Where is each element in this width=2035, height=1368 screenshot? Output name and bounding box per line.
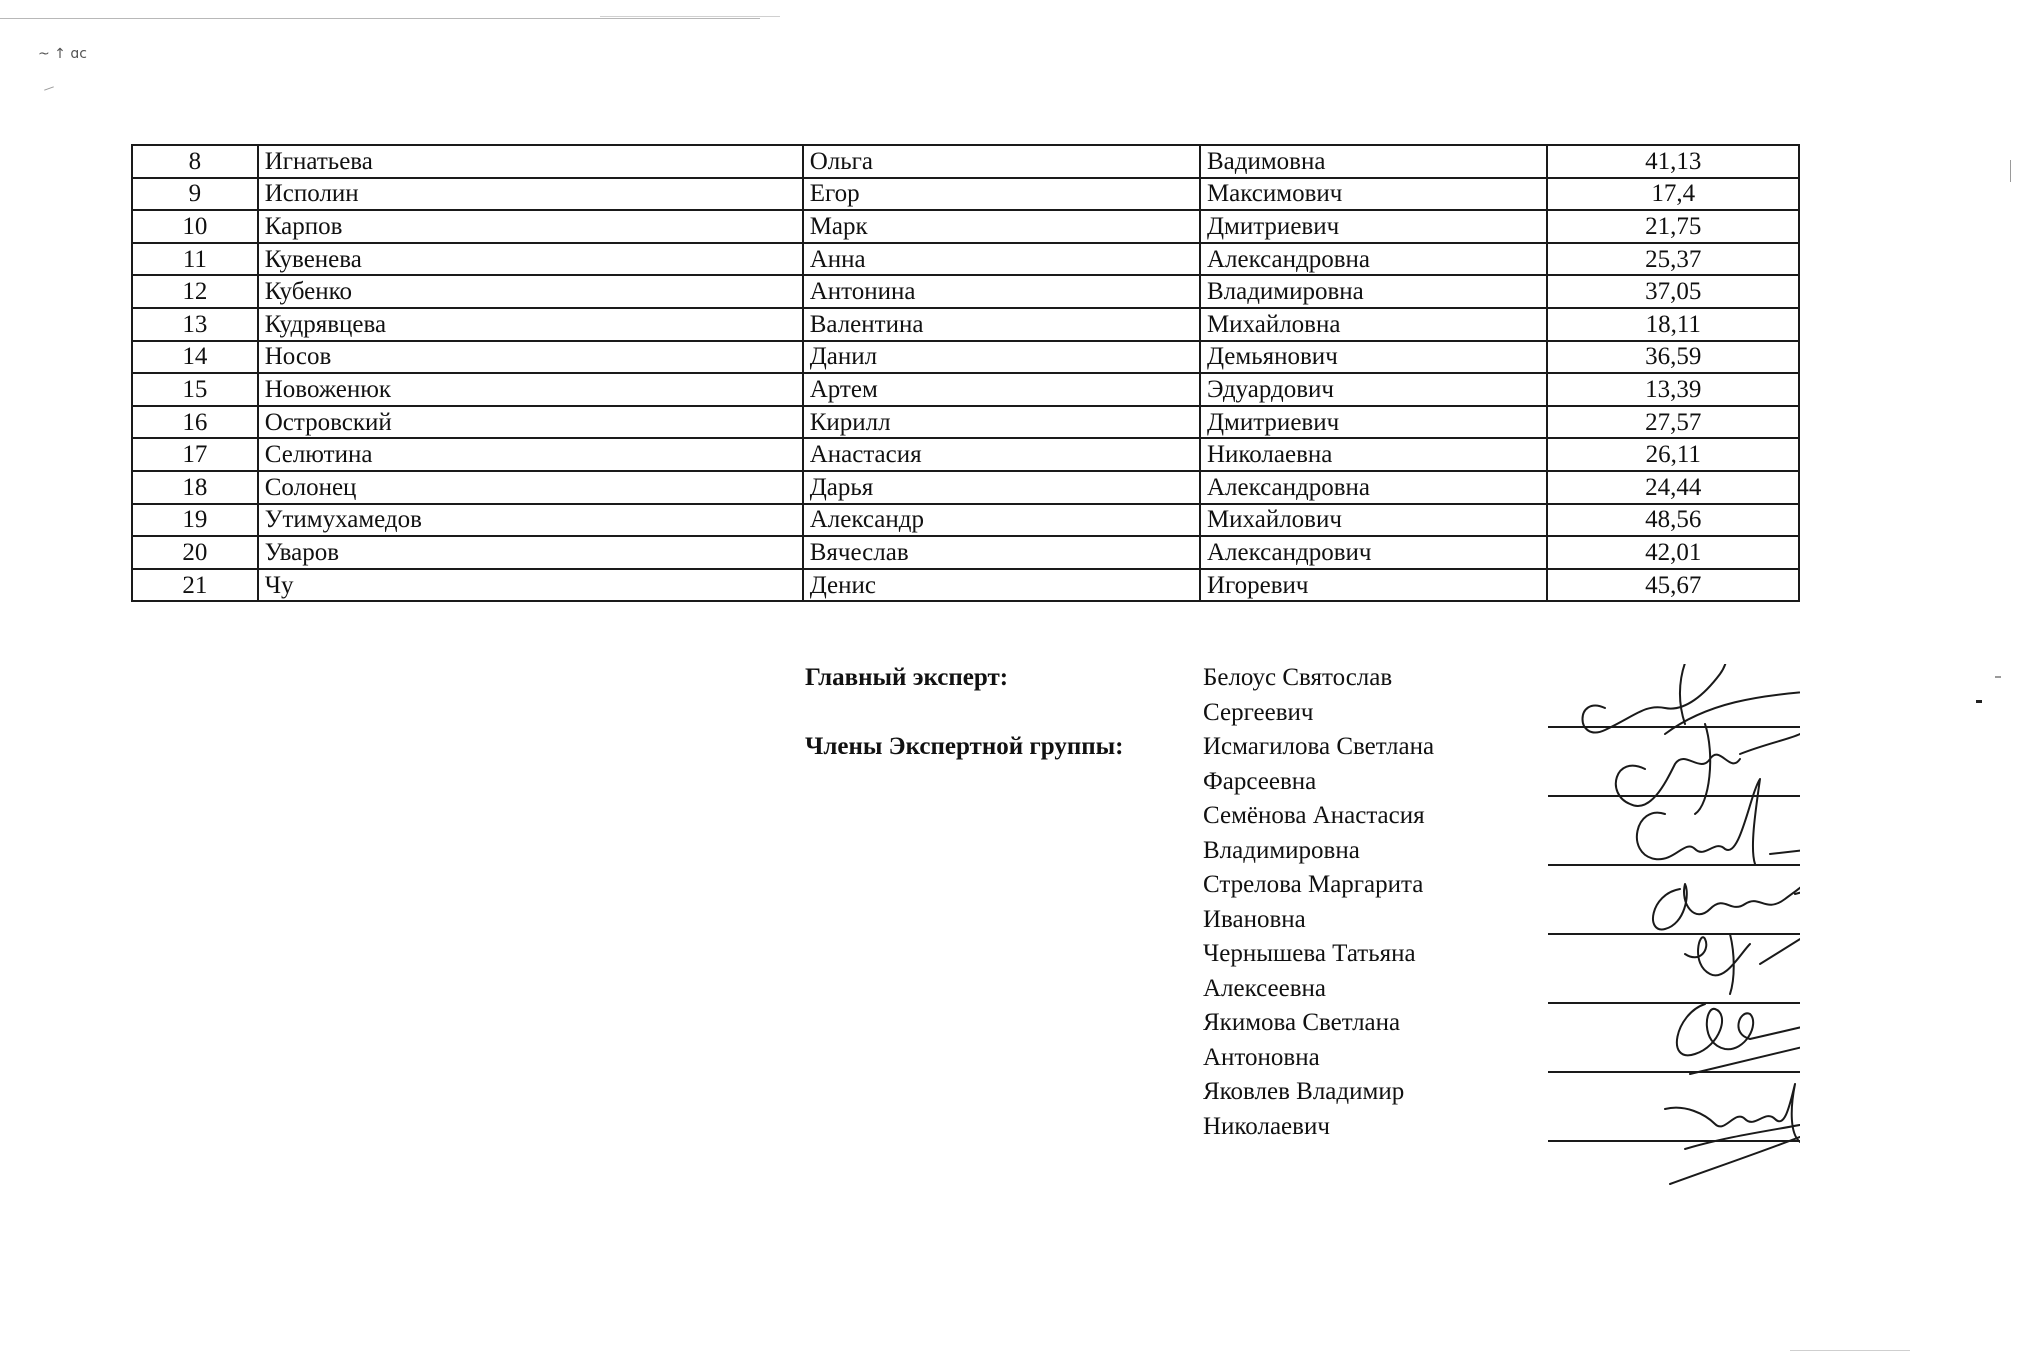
row-score: 45,67 — [1547, 569, 1799, 602]
row-score: 37,05 — [1547, 275, 1799, 308]
signatory-line2: Фарсеевна — [1203, 767, 1317, 795]
row-number: 18 — [132, 471, 258, 504]
signatory-line1: Исмагилова Светлана — [1203, 733, 1435, 760]
signature-line — [1548, 726, 1800, 728]
table-row — [132, 341, 1799, 374]
row-surname: Солонец — [258, 471, 803, 504]
signature-member-3 — [1653, 864, 1800, 929]
scan-edge-line — [0, 18, 760, 19]
row-first-name: Данил — [803, 341, 1200, 374]
row-first-name: Марк — [803, 210, 1200, 243]
row-surname: Кудрявцева — [258, 308, 803, 341]
row-surname: Исполин — [258, 178, 803, 211]
row-surname: Селютина — [258, 438, 803, 471]
row-score: 42,01 — [1547, 536, 1799, 569]
row-surname: Карпов — [258, 210, 803, 243]
table-row — [132, 504, 1799, 537]
row-patronymic: Владимировна — [1200, 275, 1548, 308]
row-patronymic: Максимович — [1200, 178, 1548, 211]
row-number: 15 — [132, 373, 258, 406]
signature-member-1 — [1616, 724, 1800, 814]
row-patronymic: Вадимовна — [1200, 145, 1548, 178]
table-row — [132, 373, 1799, 406]
signature-line — [1548, 864, 1800, 866]
expert-group-label: Члены Экспертной группы: — [805, 733, 1124, 760]
row-number: 13 — [132, 308, 258, 341]
signatory-line2: Антоновна — [1203, 1043, 1320, 1071]
signatory-line1: Чернышева Татьяна — [1203, 940, 1416, 967]
table-row — [132, 569, 1799, 602]
row-number: 12 — [132, 275, 258, 308]
row-surname: Островский — [258, 406, 803, 439]
row-first-name: Егор — [803, 178, 1200, 211]
table-row — [132, 243, 1799, 276]
row-score: 21,75 — [1547, 210, 1799, 243]
row-number: 8 — [132, 145, 258, 178]
row-patronymic: Михайловна — [1200, 308, 1548, 341]
signatory-line1: Семёнова Анастасия — [1203, 802, 1425, 829]
row-number: 11 — [132, 243, 258, 276]
row-number: 19 — [132, 504, 258, 537]
row-score: 25,37 — [1547, 243, 1799, 276]
row-first-name: Ольга — [803, 145, 1200, 178]
row-number: 17 — [132, 438, 258, 471]
row-first-name: Анна — [803, 243, 1200, 276]
row-patronymic: Дмитриевич — [1200, 406, 1548, 439]
row-first-name: Денис — [803, 569, 1200, 602]
row-score: 27,57 — [1547, 406, 1799, 439]
table-row — [132, 145, 1799, 178]
row-first-name: Вячеслав — [803, 536, 1200, 569]
row-surname: Уваров — [258, 536, 803, 569]
scan-speck — [44, 86, 54, 90]
row-score: 13,39 — [1547, 373, 1799, 406]
row-number: 16 — [132, 406, 258, 439]
table-row — [132, 275, 1799, 308]
row-first-name: Александр — [803, 504, 1200, 537]
signature-line — [1548, 1071, 1800, 1073]
row-surname: Кувенева — [258, 243, 803, 276]
table-row — [132, 308, 1799, 341]
table-row — [132, 406, 1799, 439]
row-surname: Игнатьева — [258, 145, 803, 178]
table-row — [132, 471, 1799, 504]
signature-line — [1548, 1140, 1800, 1142]
scan-speck — [1995, 676, 2001, 678]
signature-line — [1548, 1002, 1800, 1004]
row-first-name: Валентина — [803, 308, 1200, 341]
row-surname: Чу — [258, 569, 803, 602]
row-number: 10 — [132, 210, 258, 243]
table-row — [132, 210, 1799, 243]
signatory-line2: Николаевич — [1203, 1112, 1330, 1140]
row-patronymic: Демьянович — [1200, 341, 1548, 374]
row-surname: Кубенко — [258, 275, 803, 308]
row-first-name: Дарья — [803, 471, 1200, 504]
row-patronymic: Александровна — [1200, 471, 1548, 504]
signature-member-2 — [1637, 779, 1800, 864]
row-patronymic: Александрович — [1200, 536, 1548, 569]
scan-speck — [1790, 1350, 1910, 1351]
scan-edge-line — [600, 16, 780, 17]
expert-group-member — [1203, 1075, 1404, 1144]
row-number: 9 — [132, 178, 258, 211]
table-row — [132, 438, 1799, 471]
expert-group-member — [1203, 1006, 1400, 1075]
row-surname: Новоженюк — [258, 373, 803, 406]
corner-mark: ~ ↑ ɑc — [38, 46, 87, 62]
row-first-name: Антонина — [803, 275, 1200, 308]
row-score: 17,4 — [1547, 178, 1799, 211]
row-first-name: Артем — [803, 373, 1200, 406]
row-surname: Носов — [258, 341, 803, 374]
signatory-line1: Якимова Светлана — [1203, 1009, 1401, 1036]
expert-group-member — [1203, 799, 1425, 868]
row-patronymic: Дмитриевич — [1200, 210, 1548, 243]
row-patronymic: Александровна — [1200, 243, 1548, 276]
expert-group-member — [1203, 868, 1423, 937]
signature-member-4 — [1685, 934, 1800, 994]
signature-line — [1548, 933, 1800, 935]
chief-expert-label: Главный эксперт: — [805, 664, 1009, 691]
expert-group-member — [1203, 937, 1416, 1006]
row-score: 24,44 — [1547, 471, 1799, 504]
scan-speck — [2010, 160, 2011, 182]
signatory-line2: Алексеевна — [1203, 974, 1327, 1002]
table-row — [132, 178, 1799, 211]
row-patronymic: Эдуардович — [1200, 373, 1548, 406]
signature-block — [805, 664, 1800, 1164]
row-first-name: Анастасия — [803, 438, 1200, 471]
row-patronymic: Николаевна — [1200, 438, 1548, 471]
row-patronymic: Михайлович — [1200, 504, 1548, 537]
signatory-line2: Ивановна — [1203, 905, 1306, 933]
row-surname: Утимухамедов — [258, 504, 803, 537]
row-patronymic: Игоревич — [1200, 569, 1548, 602]
signature-member-6 — [1665, 1084, 1800, 1184]
row-score: 18,11 — [1547, 308, 1799, 341]
signature-member-5 — [1677, 1004, 1800, 1074]
row-number: 14 — [132, 341, 258, 374]
signatory-line2: Сергеевич — [1203, 698, 1314, 726]
signatory-line2: Владимировна — [1203, 836, 1360, 864]
signatory-line1: Белоус Святослав — [1203, 664, 1393, 691]
results-table — [131, 144, 1800, 602]
row-score: 48,56 — [1547, 504, 1799, 537]
table-row — [132, 536, 1799, 569]
signatory-line1: Яковлев Владимир — [1203, 1078, 1405, 1105]
row-number: 21 — [132, 569, 258, 602]
row-number: 20 — [132, 536, 258, 569]
row-score: 36,59 — [1547, 341, 1799, 374]
row-first-name: Кирилл — [803, 406, 1200, 439]
chief-expert — [1203, 661, 1392, 730]
expert-group-member — [1203, 730, 1434, 799]
signatory-line1: Стрелова Маргарита — [1203, 871, 1424, 898]
scan-speck — [1976, 700, 1982, 703]
signature-line — [1548, 795, 1800, 797]
row-score: 41,13 — [1547, 145, 1799, 178]
signature-chief — [1583, 664, 1801, 734]
row-score: 26,11 — [1547, 438, 1799, 471]
